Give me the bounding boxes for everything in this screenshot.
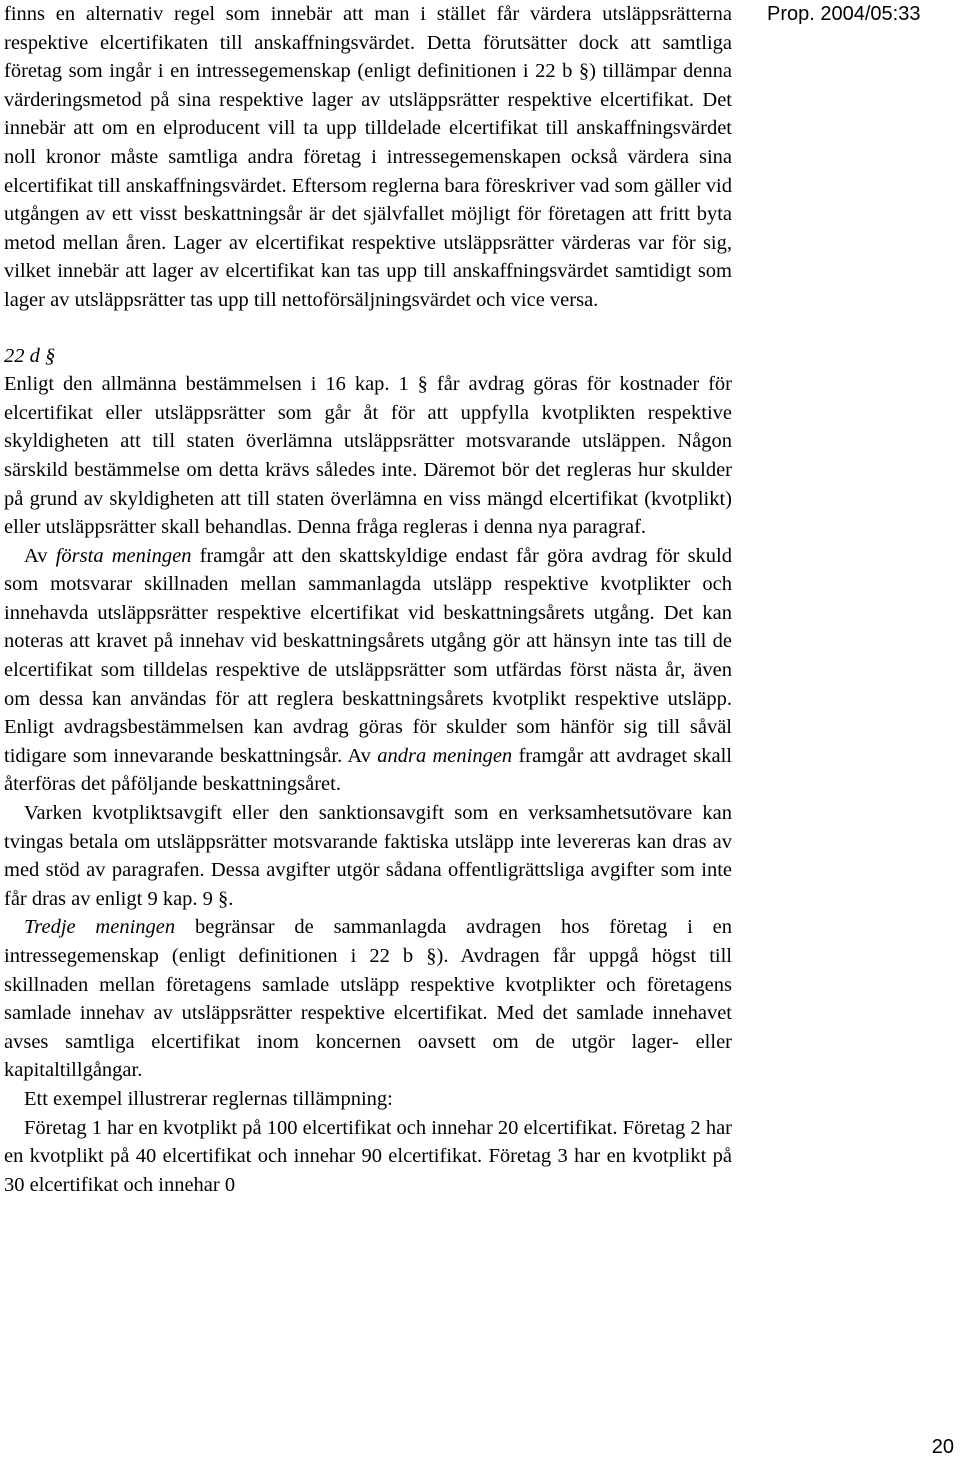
paragraph-example-intro: Ett exempel illustrerar reglernas tillämpning: (24, 1087, 393, 1110)
paragraph-third-sentence (4, 913, 732, 1085)
paragraph-deduction-rule: Enligt den allmänna bestämmelsen i 16 kap. 1 § får avdrag göras för kostnader för elcertifikat eller utsläppsrätter som går åt för att uppfylla kvotplikten respektive skyldigheten att till staten överlämna utsläppsrätter motsvarande utsläppen. Någon särskild bestämmelse om detta krävs således inte. Däremot bör det regleras hur skulder på grund av skyldigheten att till staten överlämna en viss mängd elcertifikat (kvotplikt) eller utsläppsrätter skall behandlas. Denna fråga regleras i denna nya paragraf. (4, 373, 732, 539)
section-heading-22d: 22 d § (4, 344, 56, 367)
emphasis-second-sentence: andra meningen (377, 744, 513, 767)
emphasis-third-sentence: Tredje meningen (24, 916, 176, 939)
paragraph-first-sentence (4, 542, 732, 799)
emphasis-first-sentence: första meningen (55, 544, 192, 567)
paragraph-fees: Varken kvotpliktsavgift eller den sanktionsavgift som en verksamhetsutövare kan tvingas betala om utsläppsrätter motsvarande faktiska utsläpp inte levereras kan dras av med stöd av paragrafen. Dessa avgifter utgör sådana offentligrättsliga avgifter som inte får dras av enligt 9 kap. 9 §. (4, 802, 732, 910)
paragraph-text: framgår att den skattskyldige endast får göra avdrag för skuld som motsvarar skillnaden mellan sammanlagda utsläpp respektive kvotplikter och innehavda utsläppsrätter respektive elcertifikat vid beskattningsårets utgång. Det kan noteras att kravet på innehav vid beskattningsårets utgång gör att hänsyn inte tas till de elcertifikat som tilldelas respektive de utsläppsrätter som utfärdas först nästa år, även om dessa kan användas för att reglera beskattningsårets kvotplikt respektive utsläpp. Enligt avdragsbestämmelsen kan avdrag göras för skulder som hänför sig till såväl tidigare som innevarande beskattningsår. Av (4, 544, 732, 767)
paragraph-text: Av (24, 544, 56, 567)
paragraph-text: framgår att avdraget skall återföras det påföljande beskattningsåret. (4, 744, 732, 796)
paragraph-example: Företag 1 har en kvotplikt på 100 elcertifikat och innehar 20 elcertifikat. Företag 2 har en kvotplikt på 40 elcertifikat och innehar 90 elcertifikat. Företag 3 har en kvotplikt på 30 elcertifikat och innehar 0 (4, 1116, 732, 1196)
proposition-reference: Prop. 2004/05:33 (767, 3, 921, 25)
body-text (4, 0, 732, 1199)
page-number: 20 (931, 1436, 954, 1458)
paragraph-text: begränsar de sammanlagda avdragen hos företag i en intressegemenskap (enligt definitionen i 22 b §). Avdragen får uppgå högst till skillnaden mellan företagens samlade utsläpp respektive kvotplikter och företagens samlade innehav av utsläppsrätter respektive elcertifikat. Med det samlade innehavet avses samtliga elcertifikat inom koncernen oavsett om de utgör lager- eller kapitaltillgångar. (4, 916, 732, 1082)
paragraph-valuation: finns en alternativ regel som innebär att man i stället får värdera utsläppsrätterna respektive elcertifikaten till anskaffningsvärdet. Detta förutsätter dock att samtliga företag som ingår i en intressegemenskap (enligt definitionen i 22 b §) tillämpar denna värderingsmetod på sina respektive lager av utsläppsrätter respektive elcertifikat. Det innebär att om en elproducent vill ta upp tilldelade elcertifikat till anskaffningsvärdet noll kronor måste samtliga andra företag i intressegemenskapen också värdera sina elcertifikat till anskaffningsvärdet. Eftersom reglerna bara föreskriver vad som gäller vid utgången av ett visst beskattningsår är det självfallet möjligt för företagen att fritt byta metod mellan åren. Lager av elcertifikat respektive utsläppsrätter värderas var för sig, vilket innebär att lager av elcertifikat kan tas upp till anskaffningsvärdet samtidigt som lager av utsläppsrätter tas upp till nettoförsäljningsvärdet och vice versa. (4, 3, 732, 311)
section-spacer (4, 315, 732, 342)
